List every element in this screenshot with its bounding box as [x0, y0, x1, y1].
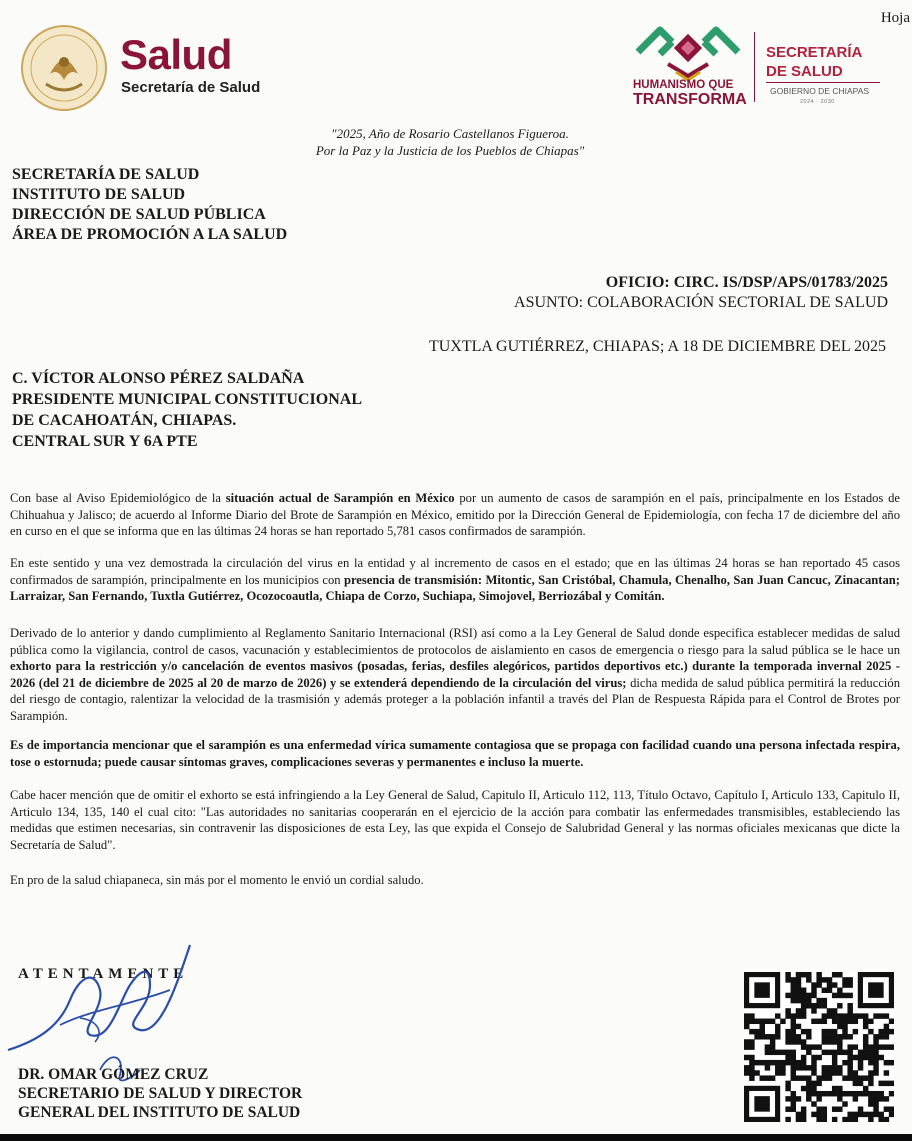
chiapas-secretaria-line2: DE SALUD [766, 63, 843, 80]
text-run: Derivado de lo anterior y dando cumplimiento al Reglamento Sanitario Internacional (RSI) así como a la Ley General de Salud donde especifica establecer medidas de salud pública como la vigilancia, control de casos, vacunación y establecimientos de protocolos de aislamiento en casos de emergencia o riesgo para la salud pública se le hace un [10, 626, 900, 657]
department-block [12, 165, 287, 245]
recipient-line: CENTRAL SUR Y 6A PTE [12, 433, 198, 450]
signer-title: SECRETARIO DE SALUD Y DIRECTOR [18, 1085, 303, 1102]
year-motto [300, 125, 600, 159]
signer-block [18, 1065, 302, 1122]
text-run: Con base al Aviso Epidemiológico de la [10, 491, 226, 505]
text-run-bold: exhorto para la restricción y/o cancelación de eventos masivos (posadas, ferias, desfiles alegóricos, partidos deportivos etc.) durante la temporada invernal 2025 - 2026 (del 21 de diciembre de 2025 al 20 de marzo de 2026) y se extenderá dependiendo de la circulación del virus; [10, 659, 900, 690]
chiapas-gobierno: GOBIERNO DE CHIAPAS [770, 86, 870, 96]
closing-paragraph: En pro de la salud chiapaneca, sin más por el momento le envió un cordial saludo. [10, 873, 424, 887]
place-date: TUXTLA GUTIÉRREZ, CHIAPAS; A 18 DE DICIEMBRE DEL 2025 [428, 338, 886, 355]
recipient-block [12, 368, 362, 452]
recipient-line: DE CACAHOATÁN, CHIAPAS. [12, 412, 237, 429]
text-run: dicha medida de salud pública permitirá la reducción del riesgo de contagio, ralentizar la velocidad de la trasmisión y además proteger a la población infantil a través del Plan de Respuesta Rápida para el Control de Brotes por Sarampión. [10, 675, 901, 723]
salud-logo-subtitle: Secretaría de Salud [121, 79, 261, 96]
humanismo-slogan-line2: TRANSFORMA [633, 91, 747, 108]
signer-name: DR. OMAR GÓMEZ CRUZ [18, 1066, 209, 1083]
recipient-line: C. VÍCTOR ALONSO PÉREZ SALDAÑA [12, 370, 305, 387]
body-paragraph: Cabe hacer mención que de omitir el exhorto se está infringiendo a la Ley General de Salud, Capitulo II, Articulo 112, 113, Título Octavo, Capítulo I, Articulo 133, Capitulo II, Articulo 134, 135, 140 el cual cito: "Las autoridades no sanitarias cooperarán en el ejercicio de la acción para combatir las enfermedades transmisibles, estableciendo las medidas que estimen necesarias, sin contravenir las disposiciones de esta Ley, las que expida el Consejo de Salubridad General y las normas oficiales mexicanas que dicte la Secretaría de Salud". [10, 788, 900, 852]
text-run-bold: situación actual de Sarampión en México [225, 491, 455, 505]
department-line: SECRETARÍA DE SALUD [12, 166, 200, 183]
department-line: ÁREA DE PROMOCIÓN A LA SALUD [12, 226, 288, 243]
humanismo-mark-icon [632, 22, 744, 84]
humanismo-slogan-line1: HUMANISMO QUE [633, 79, 734, 91]
body-paragraph [10, 625, 900, 724]
text-run-bold: presencia de transmisión: Mitontic, San Cristóbal, Chamula, Chenalho, San Juan Cancuc, Zinacantan; Larraizar, San Fernando, Tuxtla Gutiérrez, Ocozocoautla, Chiapa de Corzo, Suchiapa, Simojovel, Berriozábal y Comitán. [10, 572, 900, 603]
motto-line1: "2025, Año de Rosario Castellanos Figueroa. [331, 126, 569, 141]
page-marker: Hoja [880, 10, 910, 26]
signer-title: GENERAL DEL INSTITUTO DE SALUD [18, 1104, 301, 1121]
mexico-seal-icon [20, 24, 108, 112]
asunto: ASUNTO: COLABORACIÓN SECTORIAL DE SALUD [514, 294, 888, 311]
bottom-edge-bar [0, 1134, 912, 1141]
body-paragraph-bold: Es de importancia mencionar que el sarampión es una enfermedad vírica sumamente contagiosa que se propaga con facilidad cuando una persona infectada respira, tose o estornuda; puede causar síntomas graves, complicaciones severas y permanentes e incluso la muerte. [10, 738, 900, 769]
chiapas-rule [766, 82, 880, 83]
department-line: DIRECCIÓN DE SALUD PÚBLICA [12, 206, 266, 223]
body-paragraph [10, 555, 900, 605]
text-run: por un aumento de casos de sarampión en el país, principalmente en los Estados de Chihuahua y Jalisco; de acuerdo al Informe Diario del Brote de Sarampión en México, emitido por la Dirección General de Epidemiología, con fecha 17 de diciembre del año en curso en el que se informa que en las últimas 24 horas se han reportado 5,781 casos confirmados de sarampión. [10, 491, 900, 538]
qr-code-icon [744, 972, 894, 1122]
chiapas-secretaria-line1: SECRETARÍA [766, 44, 863, 61]
chiapas-years: 2024 · 2030 [800, 99, 835, 105]
text-run: En este sentido y una vez demostrada la circulación del virus en la entidad y al incremento de casos en el estado; que en las últimas 24 horas se han reportado 45 casos confirmados de sarampión, principalmente en los municipios con [10, 556, 900, 587]
oficio-number: OFICIO: CIRC. IS/DSP/APS/01783/2025 [605, 274, 888, 291]
salutation: ATENTAMENTE [18, 966, 189, 982]
recipient-line: PRESIDENTE MUNICIPAL CONSTITUCIONAL [12, 391, 362, 408]
motto-line2: Por la Paz y la Justicia de los Pueblos de Chiapas" [315, 143, 585, 158]
logo-divider [754, 32, 755, 102]
department-line: INSTITUTO DE SALUD [12, 186, 186, 203]
body-paragraph [10, 490, 900, 540]
salud-logo-word: Salud [120, 31, 232, 78]
